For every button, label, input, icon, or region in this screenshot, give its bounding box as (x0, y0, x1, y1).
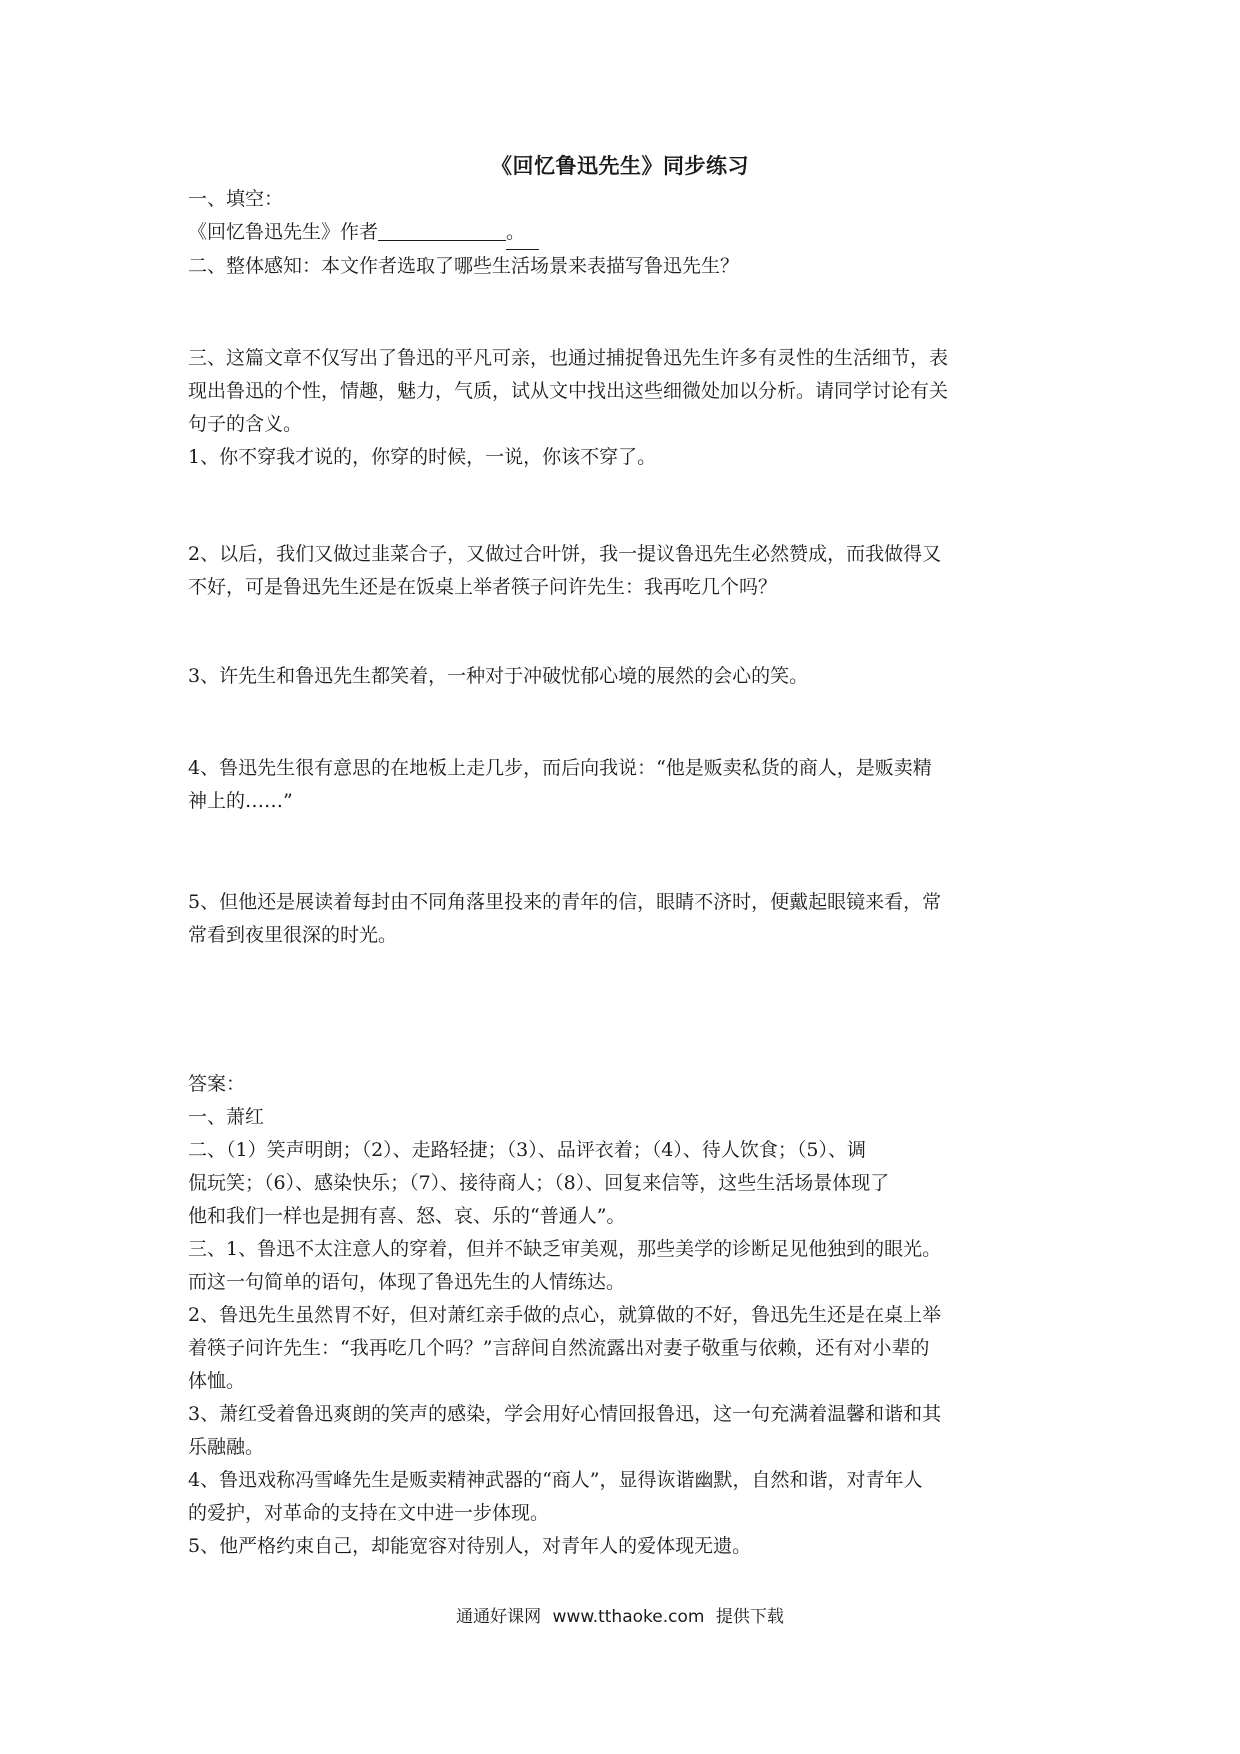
question-overall: 二、整体感知：本文作者选取了哪些生活场景来表描写鲁迅先生？ (188, 255, 740, 277)
footer-url-link[interactable]: www.tthaoke.com (552, 1607, 705, 1627)
answers-section (188, 1068, 1058, 1563)
answer-blank (378, 218, 506, 241)
sentence-3: 3、许先生和鲁迅先生都笑着，一种对于冲破忧郁心境的展然的会心的笑。 (188, 665, 809, 687)
footer-suffix: 提供下载 (715, 1607, 784, 1627)
fill-blank-question (188, 216, 1058, 250)
answer-2-line-3: 他和我们一样也是拥有喜、怒、哀、乐的“普通人”。 (188, 1205, 626, 1227)
sentence-2-line-2: 不好，可是鲁迅先生还是在饭桌上举者筷子问许先生：我再吃几个吗？ (188, 576, 778, 598)
answer-3-2-line-2: 着筷子问许先生：“我再吃几个吗？”言辞间自然流露出对妻子敬重与依赖，还有对小辈的 (188, 1337, 930, 1359)
page-title: 《回忆鲁迅先生》同步练习 (491, 154, 749, 178)
sentence-5-block (188, 886, 1058, 952)
answer-3-1-line-1: 三、1、鲁迅不太注意人的穿着，但并不缺乏审美观，那些美学的诊断足见他独到的眼光。 (188, 1238, 942, 1260)
answer-3-4-line-1: 4、鲁迅戏称冯雪峰先生是贩卖精神武器的“商人”，显得诙谐幽默，自然和谐，对青年人 (188, 1469, 923, 1491)
answer-2-line-2: 侃玩笑；（6）、感染快乐；（7）、接待商人；（8）、回复来信等，这些生活场景体现了 (188, 1172, 890, 1194)
section-heading-fill: 一、填空： (188, 188, 284, 210)
sentence-2-line-1: 2、以后，我们又做过韭菜合子，又做过合叶饼，我一提议鲁迅先生必然赞成，而我做得又 (188, 543, 942, 565)
answer-3-5: 5、他严格约束自己，却能宽容对待别人，对青年人的爱体现无遗。 (188, 1535, 752, 1557)
page-footer (0, 1602, 1240, 1627)
fill-blank-text: 《回忆鲁迅先生》作者 (188, 221, 379, 243)
analysis-intro-line-3: 句子的含义。 (188, 413, 303, 435)
fill-blank-tail: 。 (506, 216, 539, 250)
answer-3-1-line-2: 而这一句简单的语句，体现了鲁迅先生的人情练达。 (188, 1271, 626, 1293)
answer-3-2-line-1: 2、鲁迅先生虽然胃不好，但对萧红亲手做的点心，就算做的不好，鲁迅先生还是在桌上举 (188, 1304, 942, 1326)
analysis-intro-line-1: 三、这篇文章不仅写出了鲁迅的平凡可亲，也通过捕捉鲁迅先生许多有灵性的生活细节，表 (188, 347, 949, 369)
sentence-4-line-1: 4、鲁迅先生很有意思的在地板上走几步，而后向我说：“他是贩卖私货的商人，是贩卖精 (188, 757, 932, 779)
sentence-1: 1、你不穿我才说的，你穿的时候，一说，你该不穿了。 (188, 446, 657, 468)
sentence-4-line-2: 神上的……” (188, 790, 293, 812)
sentence-3-block (188, 660, 1058, 693)
sentence-5-line-1: 5、但他还是展读着每封由不同角落里投来的青年的信，眼睛不济时，便戴起眼镜来看，常 (188, 891, 942, 913)
sentence-2-block (188, 538, 1058, 604)
answer-3-3-line-1: 3、萧红受着鲁迅爽朗的笑声的感染，学会用好心情回报鲁迅，这一句充满着温馨和谐和其 (188, 1403, 942, 1425)
answer-3-4-line-2: 的爱护，对革命的支持在文中进一步体现。 (188, 1502, 550, 1524)
answer-2-line-1: 二、（1）笑声明朗；（2）、走路轻捷；（3）、品评衣着；（4）、待人饮食；（5）、调 (188, 1139, 866, 1161)
fill-blank-section (188, 183, 1058, 283)
analysis-intro-line-2: 现出鲁迅的个性，情趣，魅力，气质，试从文中找出这些细微处加以分析。请同学讨论有关 (188, 380, 949, 402)
footer-site-name: 通通好课网 (456, 1607, 542, 1627)
sentence-5-line-2: 常看到夜里很深的时光。 (188, 924, 398, 946)
analysis-section (188, 342, 1058, 474)
sentence-4-block (188, 752, 1058, 818)
answers-heading: 答案： (188, 1073, 246, 1095)
answer-1: 一、萧红 (188, 1106, 265, 1128)
answer-3-3-line-2: 乐融融。 (188, 1436, 265, 1458)
answer-3-2-line-3: 体恤。 (188, 1370, 246, 1392)
